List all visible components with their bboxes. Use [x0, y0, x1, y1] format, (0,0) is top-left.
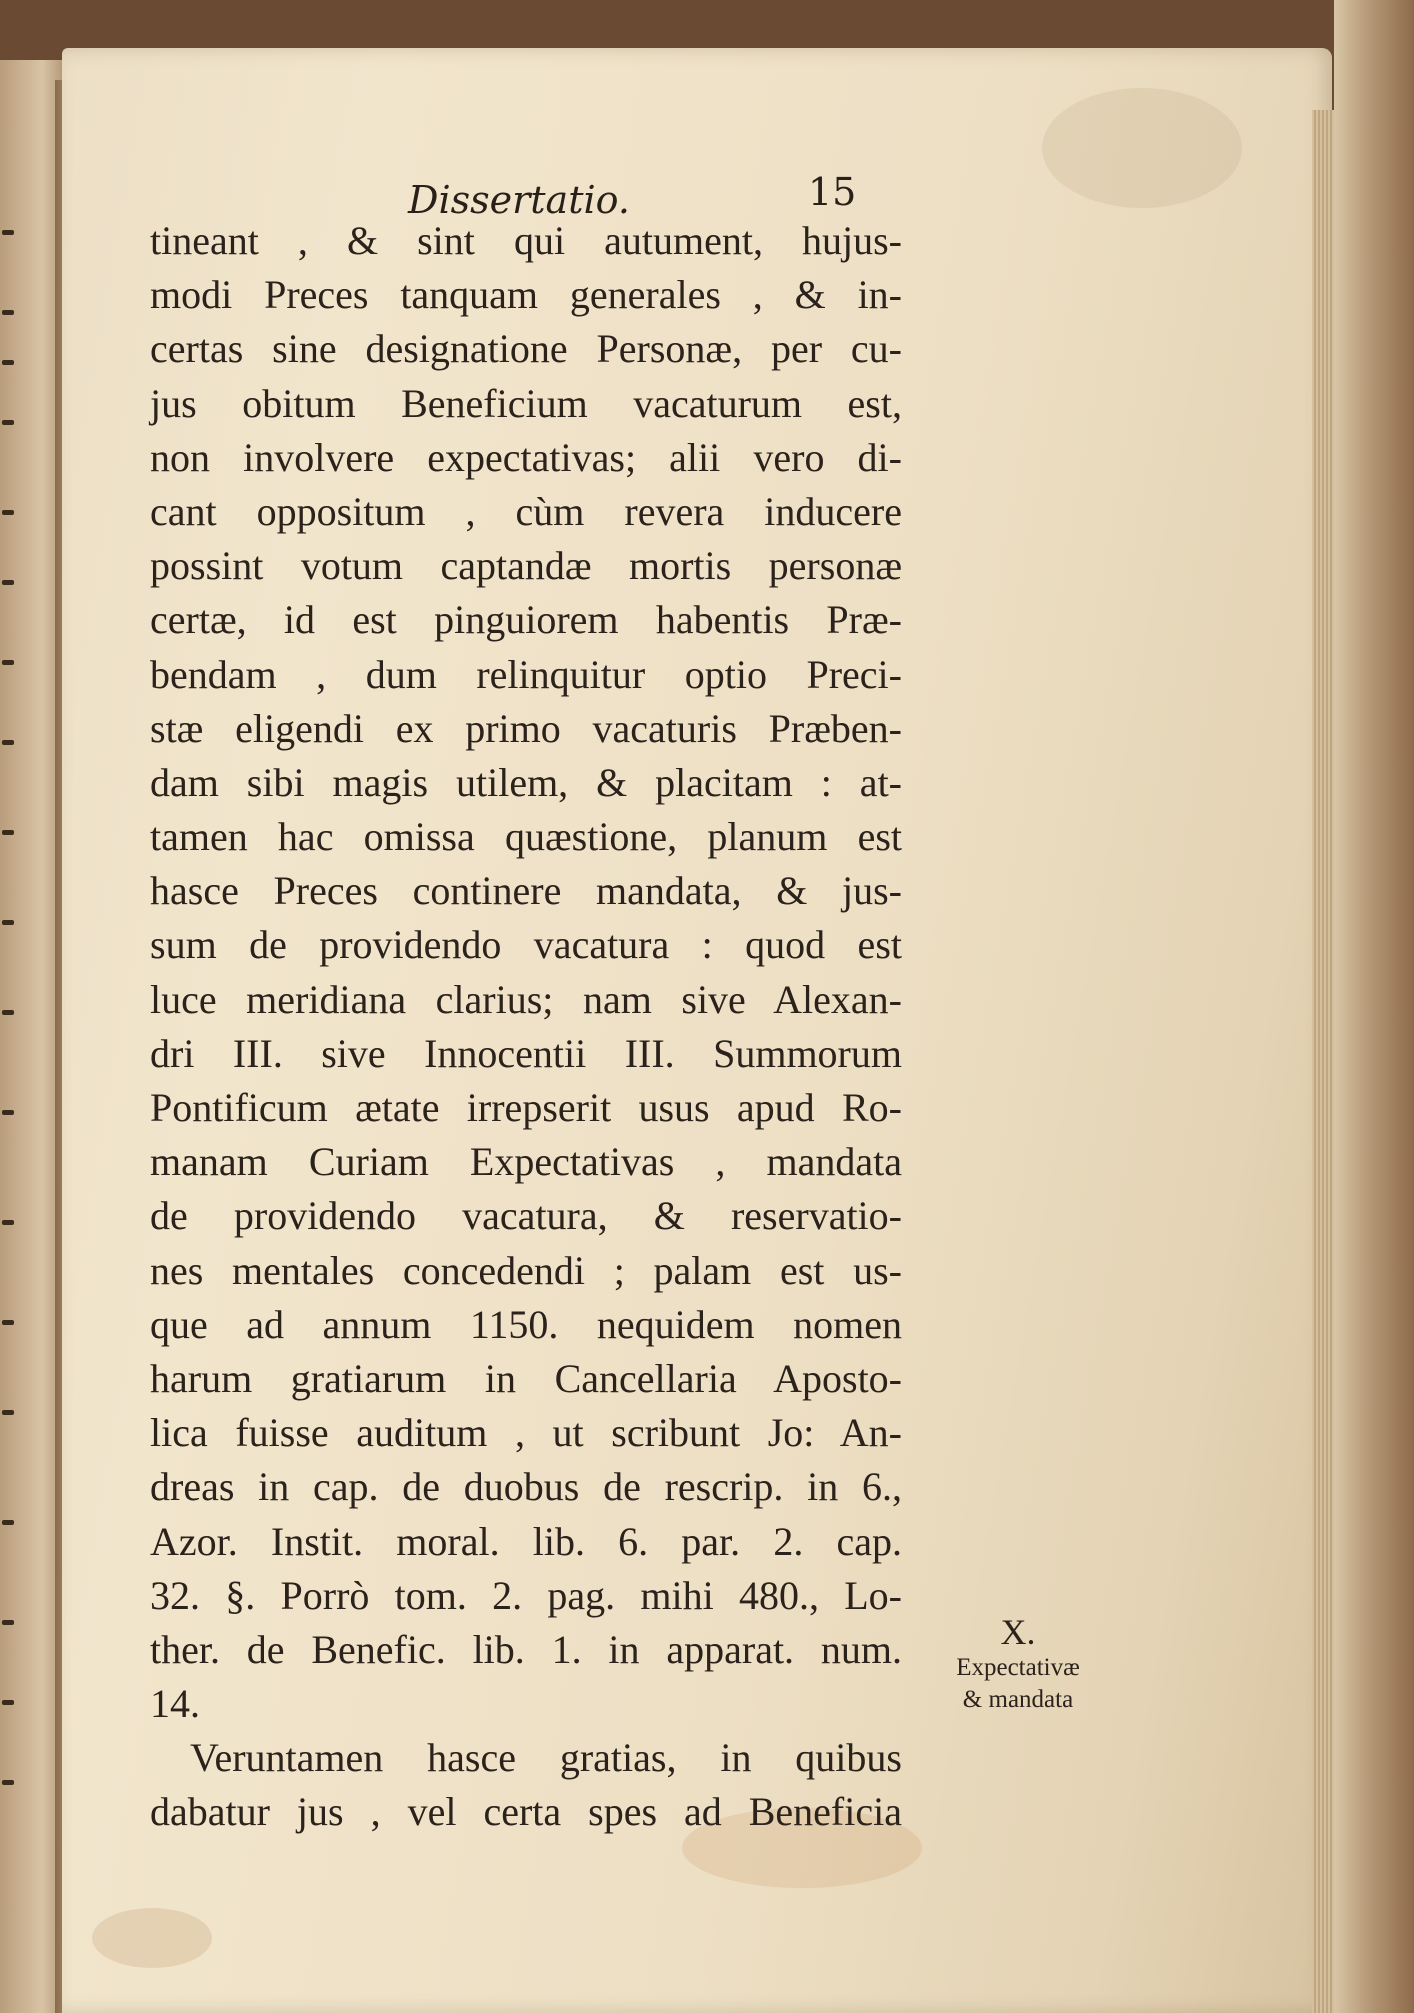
text-line: non involvere expectativas; alii vero di-: [150, 434, 902, 480]
text-line: nes mentales concedendi ; palam est us-: [150, 1247, 902, 1293]
text-line: possint votum captandæ mortis personæ: [150, 543, 902, 589]
text-line: 32. §. Porrò tom. 2. pag. mihi 480., Lo-: [150, 1572, 902, 1618]
text-line: harum gratiarum in Cancellaria Aposto-: [150, 1355, 902, 1401]
text-line: manam Curiam Expectativas , mandata: [150, 1139, 902, 1185]
margin-note-number: X.: [1000, 1612, 1036, 1652]
book-cover-edge: [1334, 0, 1414, 2013]
text-line: Pontificum ætate irrepserit usus apud Ro-: [150, 1085, 902, 1130]
body-text: [150, 214, 902, 1840]
text-line: bendam , dum relinquitur optio Preci-: [150, 651, 902, 697]
margin-note-line: & mandata: [962, 1686, 1074, 1713]
margin-note: [918, 1612, 1118, 1716]
text-line: ther. de Benefic. lib. 1. in apparat. num.: [150, 1626, 902, 1672]
running-head: Dissertatio.: [408, 178, 630, 222]
text-line: que ad annum 1150. nequidem nomen: [150, 1301, 902, 1347]
text-line: sum de providendo vacatura : quod est: [150, 922, 902, 968]
text-line: modi Preces tanquam generales , & in-: [150, 272, 902, 318]
text-line: tineant , & sint qui autument, hujus-: [150, 218, 902, 263]
text-line: certæ, id est pinguiorem habentis Præ-: [150, 597, 902, 643]
text-line: cant oppositum , cùm revera inducere: [150, 488, 902, 534]
text-line: Azor. Instit. moral. lib. 6. par. 2. cap.: [150, 1518, 902, 1564]
text-line: dri III. sive Innocentii III. Summorum: [150, 1030, 902, 1076]
text-line: Veruntamen hasce gratias, in quibus: [190, 1735, 902, 1781]
text-line: certas sine designatione Personæ, per cu-: [150, 326, 902, 372]
text-line: dam sibi magis utilem, & placitam : at-: [150, 759, 902, 805]
margin-note-line: Expectativæ: [956, 1654, 1080, 1681]
text-line: 14.: [150, 1681, 200, 1727]
page-number: 15: [808, 170, 857, 214]
page-fore-edge: [1312, 110, 1334, 2013]
text-line: lica fuisse auditum , ut scribunt Jo: An-: [150, 1410, 902, 1456]
text-line: dabatur jus , vel certa spes ad Beneficia: [150, 1789, 902, 1835]
text-line: luce meridiana clarius; nam sive Alexan-: [150, 976, 902, 1022]
text-line: hasce Preces continere mandata, & jus-: [150, 868, 902, 914]
text-line: stæ eligendi ex primo vacaturis Præben-: [150, 705, 902, 751]
text-line: jus obitum Beneficium vacaturum est,: [150, 380, 902, 426]
text-line: de providendo vacatura, & reservatio-: [150, 1193, 902, 1239]
text-line: tamen hac omissa quæstione, planum est: [150, 814, 902, 860]
text-line: dreas in cap. de duobus de rescrip. in 6.,: [150, 1464, 902, 1510]
